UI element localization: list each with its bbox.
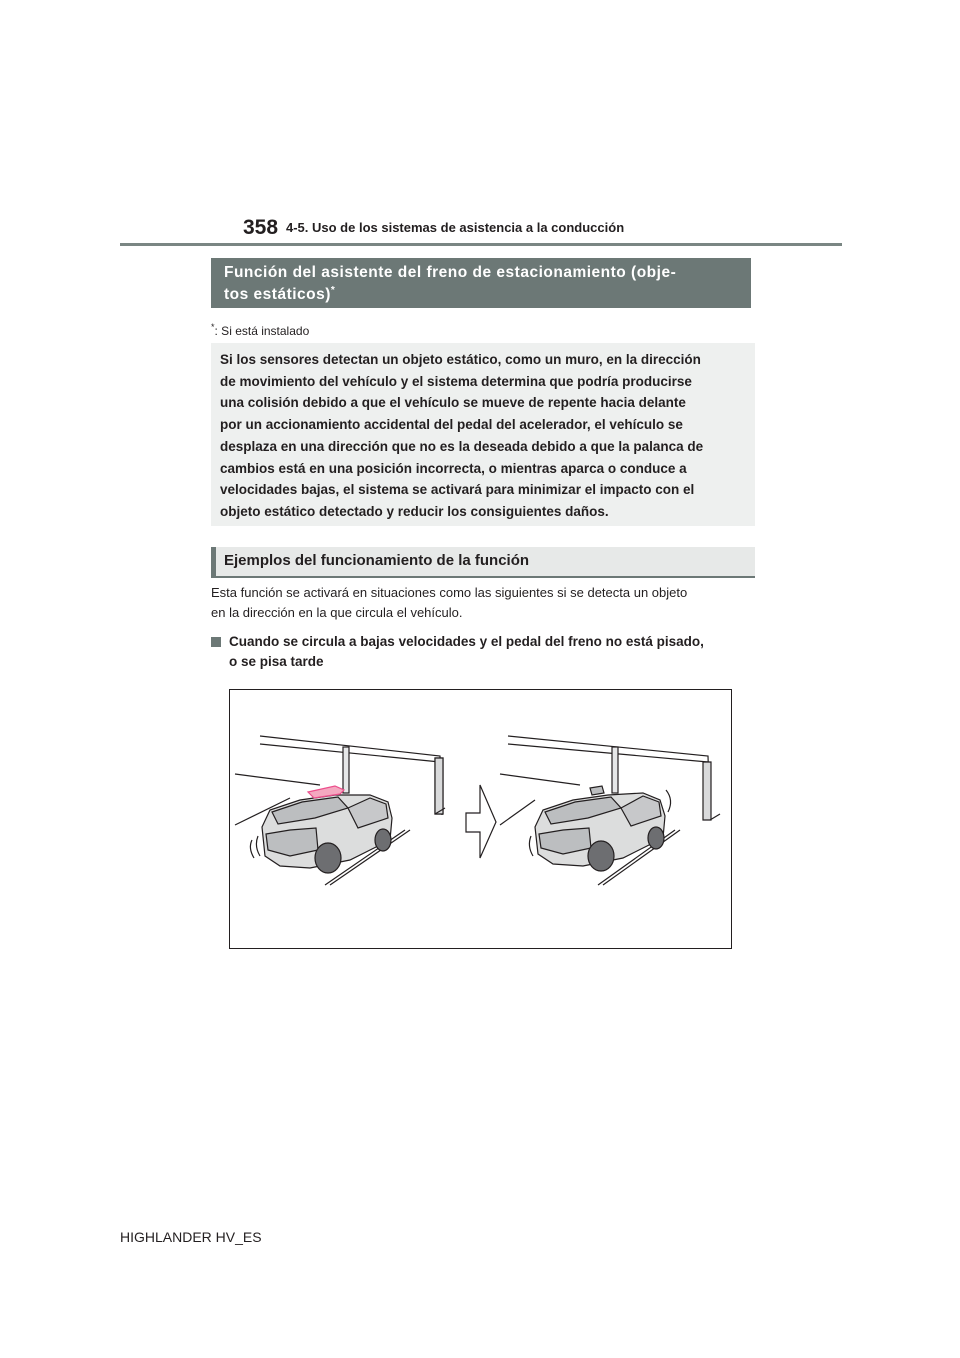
intro-box — [211, 343, 755, 526]
footnote-marker: * — [211, 322, 215, 332]
illustration — [230, 690, 731, 948]
section-title-banner — [211, 258, 751, 308]
section-title-line2: tos estáticos) — [224, 286, 331, 303]
bullet-line: o se pisa tarde — [229, 654, 324, 669]
examples-heading-text: Ejemplos del funcionamiento de la función — [224, 552, 530, 569]
intro-line: Si los sensores detectan un objeto estático, como un muro, en la dirección — [220, 352, 701, 367]
bullet-item — [211, 632, 751, 672]
intro-line: velocidades bajas, el sistema se activará para minimizar el impacto con el — [220, 482, 695, 498]
intro-line: desplaza en una dirección que no es la deseada debido a que la palanca de — [220, 438, 704, 454]
bullet-line: Cuando se circula a bajas velocidades y el pedal del freno no está pisado, — [229, 634, 704, 649]
section-path: 4-5. Uso de los sistemas de asistencia a la conducción — [286, 220, 625, 235]
intro-line: una colisión debido a que el vehículo se mueve de repente hacia delante — [220, 395, 686, 411]
header-divider — [120, 243, 842, 246]
parked-car-approaching-wall-illustration — [235, 736, 445, 885]
square-bullet-icon — [211, 637, 221, 647]
body-line: Esta función se activará en situaciones como las siguientes si se detecta un objeto — [211, 585, 688, 600]
footnote-text: : Si está instalado — [214, 324, 310, 338]
footer-model-name: HIGHLANDER HV_ES — [120, 1229, 262, 1245]
intro-line: por un accionamiento accidental del pedal del acelerador, el vehículo se — [220, 417, 683, 433]
intro-line: objeto estático detectado y reducir los consiguientes daños. — [220, 503, 609, 519]
intro-line: de movimiento del vehículo y el sistema determina que podría producirse — [220, 373, 692, 389]
body-line: en la dirección en la que circula el vehículo. — [211, 605, 463, 620]
examples-body — [211, 583, 751, 623]
section-title-line1: Función del asistente del freno de estacionamiento (obje- — [224, 264, 677, 281]
footnote — [211, 322, 309, 338]
examples-heading — [211, 547, 755, 578]
section-title-marker: * — [330, 284, 336, 296]
heading-accent-bar — [211, 547, 216, 576]
illustration-frame — [229, 689, 732, 949]
right-arrow-icon — [466, 785, 496, 858]
car-stopped-at-wall-illustration — [500, 736, 720, 885]
intro-line: cambios está en una posición incorrecta, o mientras aparca o conduce a — [220, 460, 687, 476]
page-number: 358 — [243, 216, 279, 239]
